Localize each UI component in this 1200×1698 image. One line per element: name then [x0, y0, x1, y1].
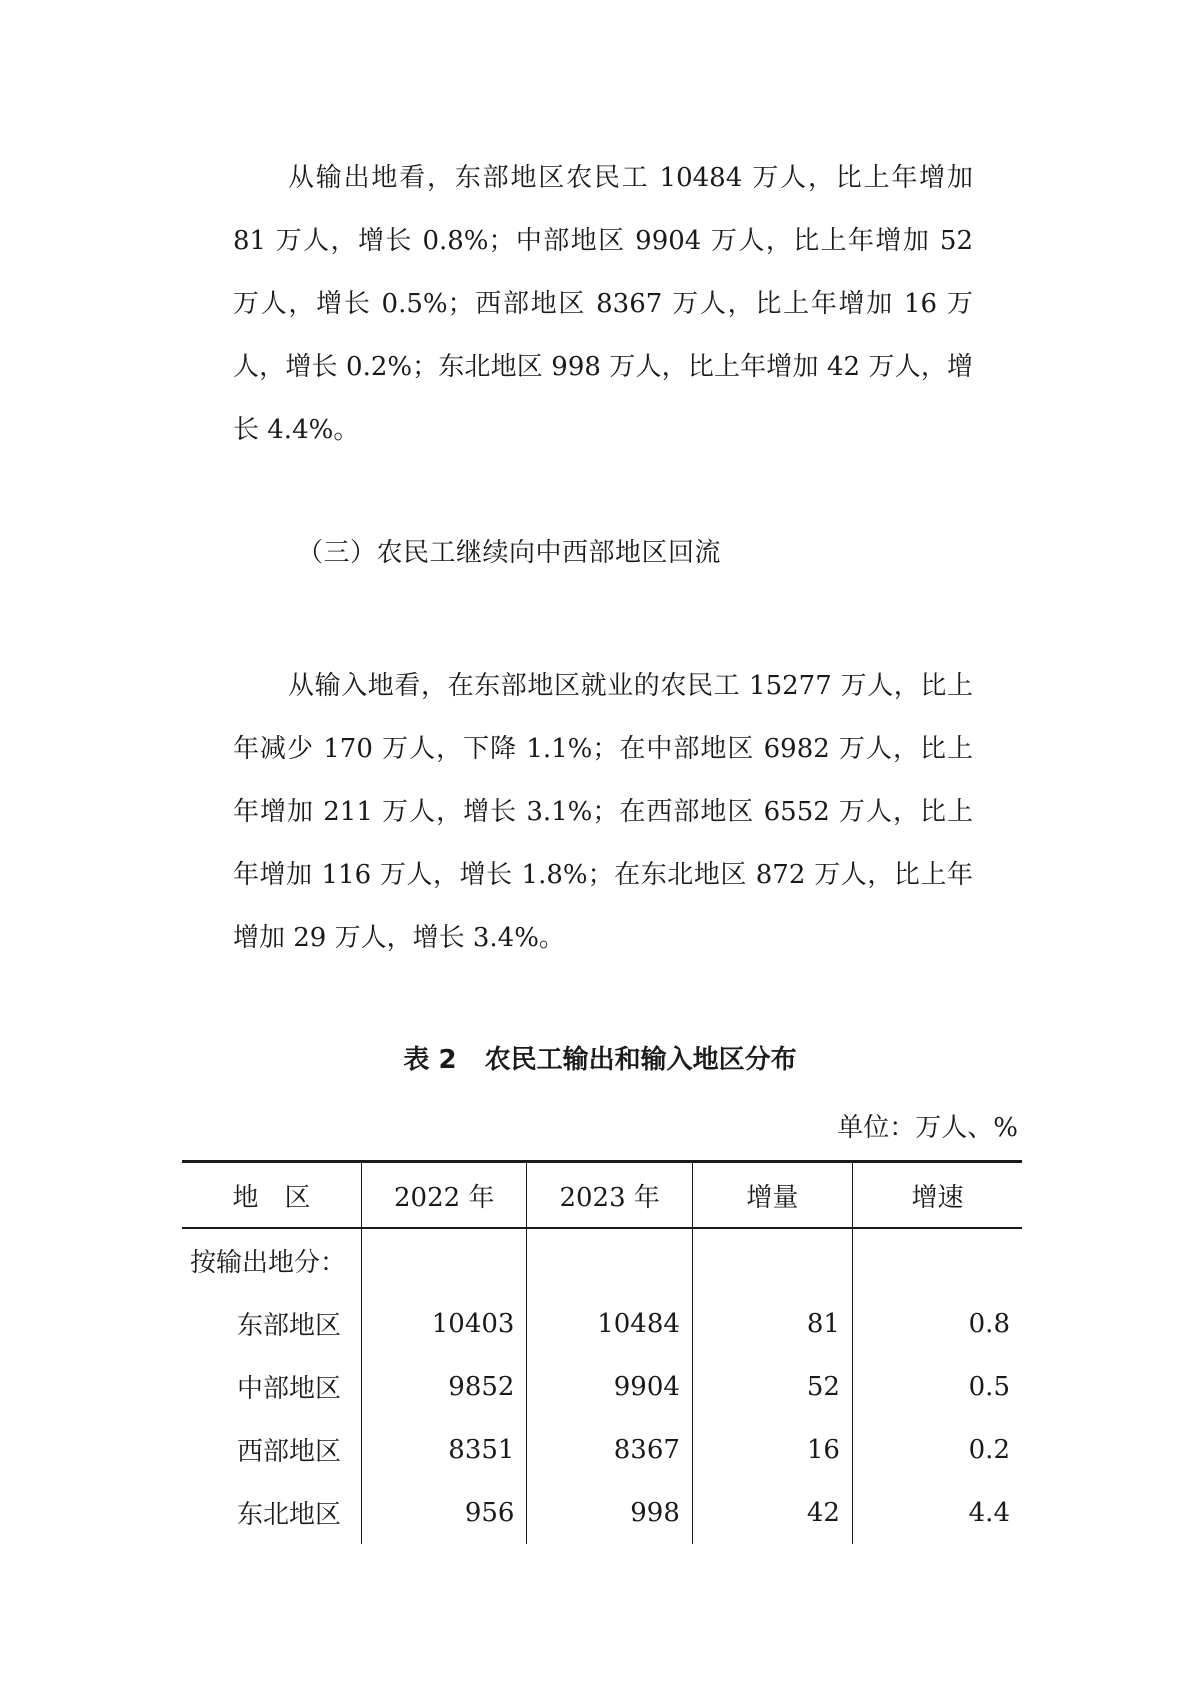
row-increase: 52 — [692, 1355, 852, 1418]
table-row — [182, 1292, 1022, 1355]
row-2023: 9904 — [527, 1355, 692, 1418]
header-growth-rate: 增速 — [852, 1162, 1022, 1229]
row-2022: 956 — [362, 1481, 527, 1544]
row-growth: 0.8 — [852, 1292, 1022, 1355]
section-heading: （三）农民工继续向中西部地区回流 — [297, 538, 722, 568]
row-2023: 8367 — [527, 1418, 692, 1481]
table-row — [182, 1355, 1022, 1418]
row-region: 西部地区 — [236, 1437, 341, 1467]
row-growth: 0.5 — [852, 1355, 1022, 1418]
group-label: 按输出地分： — [190, 1248, 347, 1278]
row-growth: 0.2 — [852, 1418, 1022, 1481]
paragraph-input-regions: 从输入地看，在东部地区就业的农民工 15277 万人，比上年减少 170 万人，下降 1.1%；在中部地区 6982 万人，比上年增加 211 万人，增长 3.1%；在西部地区 6552 万人，比上年增加 116 万人，增长 1.8%；在东北地区 872 万人，比上年增加 29 万人，增长 3.4%。 — [233, 671, 973, 953]
row-2022: 9852 — [362, 1355, 527, 1418]
row-2023: 998 — [527, 1481, 692, 1544]
row-region: 东部地区 — [236, 1311, 341, 1341]
table-group-row — [182, 1228, 1022, 1292]
header-2023: 2023 年 — [527, 1162, 692, 1229]
table-number: 表 2 — [403, 1045, 457, 1075]
row-2023: 10484 — [527, 1292, 692, 1355]
table-unit-label: 单位：万人、% — [837, 1113, 1018, 1143]
row-region: 中部地区 — [236, 1374, 341, 1404]
header-increase: 增量 — [692, 1162, 852, 1229]
row-region: 东北地区 — [236, 1500, 341, 1530]
table-row — [182, 1481, 1022, 1544]
table-row — [182, 1418, 1022, 1481]
paragraph-output-regions: 从输出地看，东部地区农民工 10484 万人，比上年增加 81 万人，增长 0.8%；中部地区 9904 万人，比上年增加 52 万人，增长 0.5%；西部地区 8367 万人，比上年增加 16 万人，增长 0.2%；东北地区 998 万人，比上年增加 42 万人，增长 4.4%。 — [233, 163, 973, 445]
row-2022: 8351 — [362, 1418, 527, 1481]
table-title — [0, 1040, 1200, 1080]
region-distribution-table — [182, 1160, 1022, 1544]
table-title-text: 农民工输出和输入地区分布 — [484, 1045, 797, 1075]
header-region: 地区 — [232, 1182, 337, 1213]
row-growth: 4.4 — [852, 1481, 1022, 1544]
row-increase: 42 — [692, 1481, 852, 1544]
header-2022: 2022 年 — [362, 1162, 527, 1229]
row-2022: 10403 — [362, 1292, 527, 1355]
row-increase: 16 — [692, 1418, 852, 1481]
table-header-row — [182, 1162, 1022, 1229]
row-increase: 81 — [692, 1292, 852, 1355]
